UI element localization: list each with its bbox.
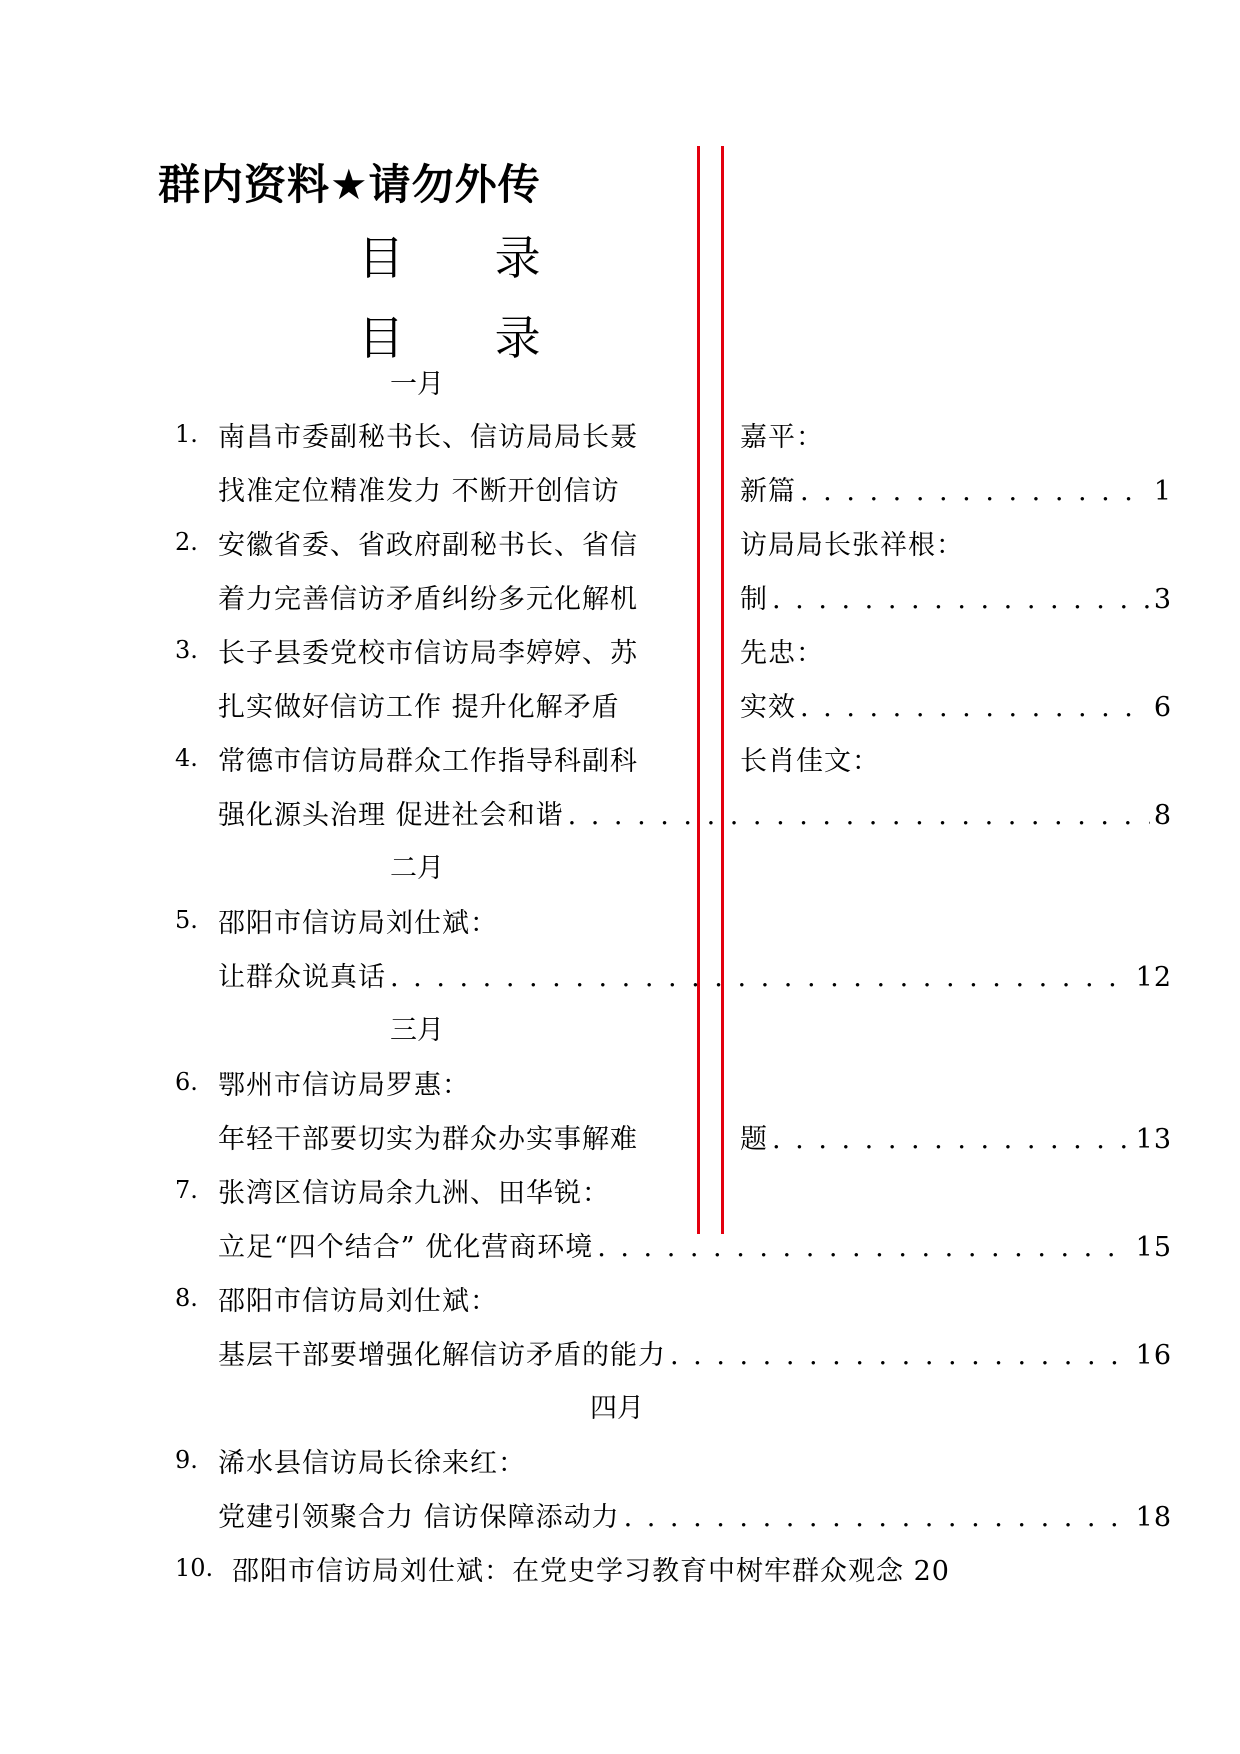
dot-leader [772,584,1150,615]
month-heading-march: 三月 [390,1015,444,1046]
toc-entry-subtitle: 让群众说真话 [218,962,386,993]
toc-page-number: 8 [1153,800,1172,831]
toc-entry-subtitle: 强化源头治理 促进社会和谐 [218,800,564,831]
toc-entry-leader[interactable] [218,1225,1172,1264]
toc-page-number: 15 [1135,1232,1172,1263]
toc-entry-leader[interactable] [740,577,1172,616]
dot-leader [772,1124,1132,1155]
toc-entry-title: 邵阳市信访局刘仕斌： [218,908,498,939]
toc-entry-leader[interactable] [218,793,1172,832]
dot-leader [670,1340,1132,1371]
dot-leader [390,962,1132,993]
toc-page-number: 18 [1135,1502,1172,1533]
toc-title-2: 目 录 [358,311,579,365]
toc-entry-title: 浠水县信访局长徐来红： [218,1448,526,1479]
toc-entry-title-left: 常德市信访局群众工作指导科副科 [218,746,638,777]
toc-entry-subtitle-left: 找准定位精准发力 不断开创信访 [218,476,620,507]
dot-leader [568,800,1150,831]
toc-entry-title-left: 安徽省委、省政府副秘书长、省信 [218,530,638,561]
toc-entry-subtitle: 基层干部要增强化解信访矛盾的能力 [218,1340,666,1371]
toc-entry-title-right: 先忠： [740,638,824,669]
month-heading-january: 一月 [390,369,444,400]
toc-title-1: 目 录 [358,231,579,285]
toc-entry-number: 5. [175,906,198,934]
toc-entry-subtitle: 立足“四个结合” 优化营商环境 [218,1232,594,1263]
toc-entry-number: 2. [175,528,198,556]
toc-entry-subtitle-right: 题 [740,1124,768,1155]
toc-entry-leader[interactable] [218,955,1172,994]
month-heading-april: 四月 [590,1393,644,1424]
red-rule-left [697,146,700,1234]
toc-entry-title: 邵阳市信访局刘仕斌： [218,1286,498,1317]
toc-page-number: 16 [1135,1340,1172,1371]
toc-entry-number: 1. [175,420,198,448]
toc-entry-subtitle-left: 着力完善信访矛盾纠纷多元化解机 [218,584,638,615]
toc-page-number: 6 [1153,692,1172,723]
watermark-heading: 群内资料★请勿外传 [158,160,541,209]
toc-entry-number: 7. [175,1176,198,1204]
toc-page-number: 12 [1135,962,1172,993]
month-heading-february: 二月 [390,853,444,884]
toc-entry-title-left: 南昌市委副秘书长、信访局局长聂 [218,422,638,453]
toc-entry-title[interactable]: 邵阳市信访局刘仕斌：在党史学习教育中树牢群众观念 20 [232,1556,950,1587]
red-rule-right [721,146,724,1234]
dot-leader [624,1502,1132,1533]
toc-entry-number: 4. [175,744,198,772]
dot-leader [597,1232,1131,1263]
toc-entry-number: 10. [175,1554,214,1582]
toc-entry-subtitle-left: 年轻干部要切实为群众办实事解难 [218,1124,638,1155]
toc-entry-subtitle-right: 制 [740,584,768,615]
toc-entry-title-right: 访局局长张祥根： [740,530,964,561]
toc-entry-leader[interactable] [740,685,1172,724]
toc-entry-title-right: 嘉平： [740,422,824,453]
toc-entry-subtitle-right: 新篇 [740,476,796,507]
toc-entry-number: 3. [175,636,198,664]
toc-page-number: 3 [1153,584,1172,615]
toc-entry-subtitle-left: 扎实做好信访工作 提升化解矛盾 [218,692,620,723]
toc-entry-number: 8. [175,1284,198,1312]
toc-page-number: 1 [1153,476,1172,507]
toc-entry-number: 6. [175,1068,198,1096]
toc-entry-title: 张湾区信访局余九洲、田华锐： [218,1178,610,1209]
toc-entry-title-left: 长子县委党校市信访局李婷婷、苏 [218,638,638,669]
toc-entry-subtitle-right: 实效 [740,692,796,723]
toc-page-number: 13 [1135,1124,1172,1155]
toc-entry-number: 9. [175,1446,198,1474]
toc-entry-leader[interactable] [218,1495,1172,1534]
toc-entry-leader[interactable] [218,1333,1172,1372]
toc-entry-title: 鄂州市信访局罗惠： [218,1070,470,1101]
dot-leader [800,692,1150,723]
toc-entry-leader[interactable] [740,1117,1172,1156]
dot-leader [800,476,1150,507]
toc-entry-leader[interactable] [740,469,1172,508]
toc-entry-subtitle: 党建引领聚合力 信访保障添动力 [218,1502,620,1533]
toc-entry-title-right: 长肖佳文： [740,746,880,777]
